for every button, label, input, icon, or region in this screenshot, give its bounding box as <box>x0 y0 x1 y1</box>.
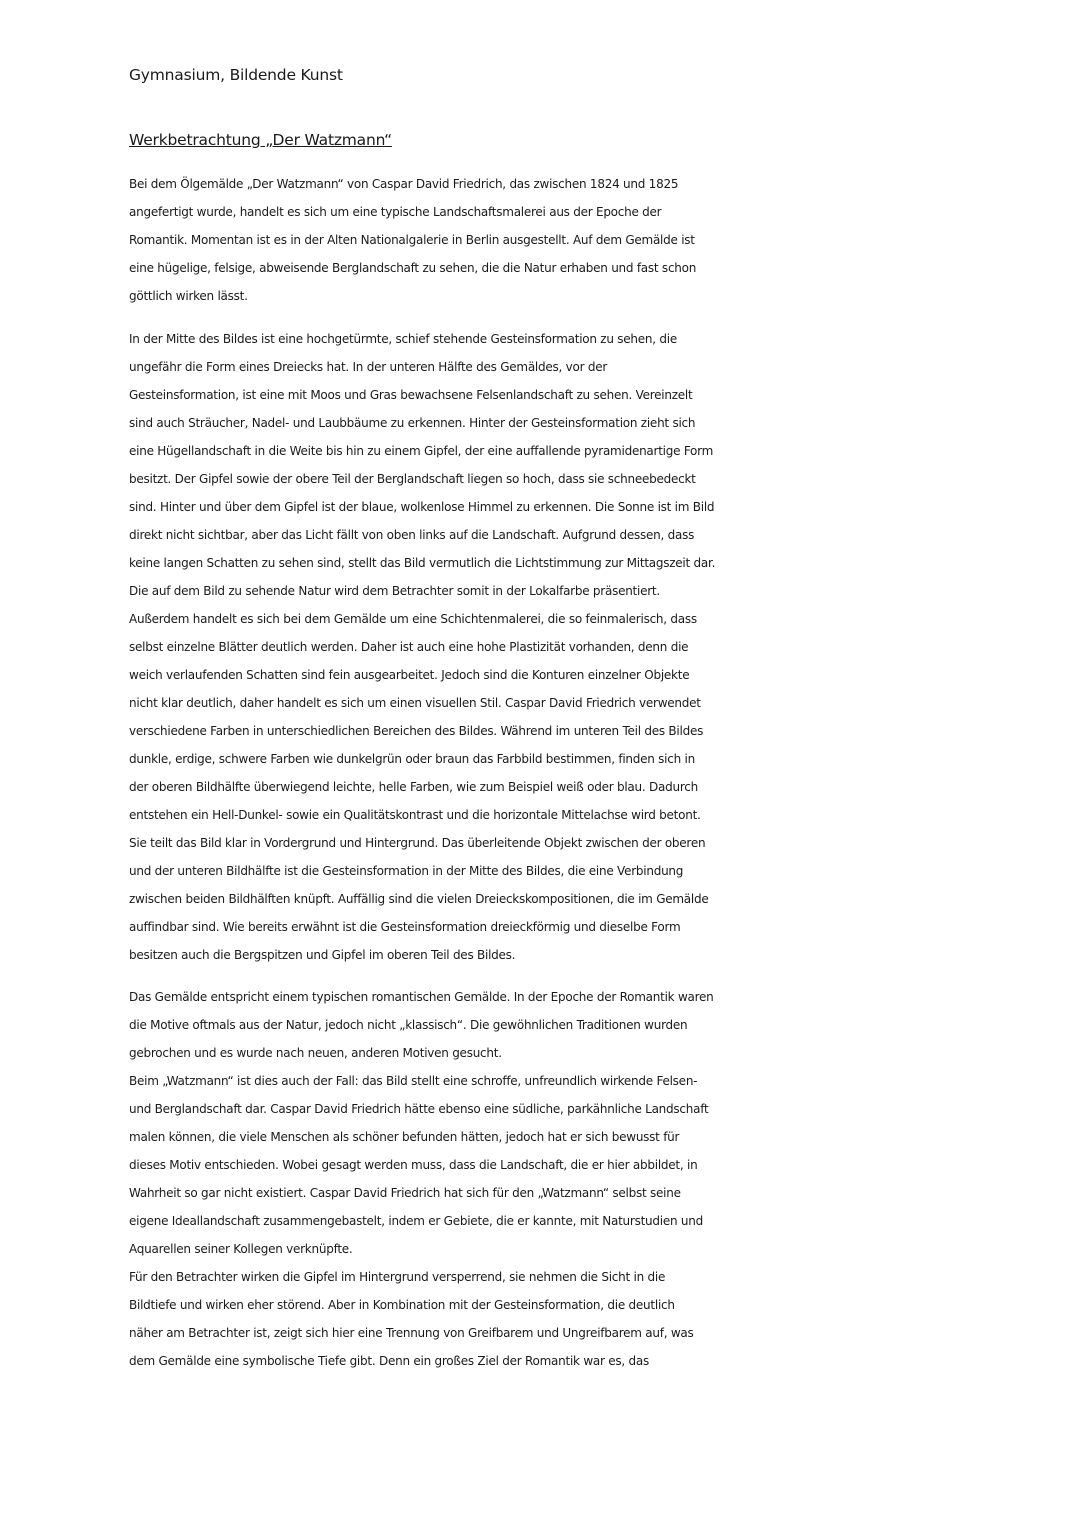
text-line: angefertigt wurde, handelt es sich um eine typische Landschaftsmalerei aus der Epoche der <box>129 205 662 219</box>
text-line: nicht klar deutlich, daher handelt es sich um einen visuellen Stil. Caspar David Friedrich verwendet <box>129 696 701 710</box>
text-line: sind. Hinter und über dem Gipfel ist der blaue, wolkenlose Himmel zu erkennen. Die Sonne ist im Bild <box>129 500 715 514</box>
text-line: und der unteren Bildhälfte ist die Gesteinsformation in der Mitte des Bildes, die eine Verbindung <box>129 864 684 878</box>
text-line: Wahrheit so gar nicht existiert. Caspar David Friedrich hat sich für den „Watzmann“ selbst seine <box>129 1186 681 1200</box>
text-line: Sie teilt das Bild klar in Vordergrund und Hintergrund. Das überleitende Objekt zwischen der oberen <box>129 836 706 850</box>
text-line: eine hügelige, felsige, abweisende Berglandschaft zu sehen, die die Natur erhaben und fast schon <box>129 261 697 275</box>
text-line: die Motive oftmals aus der Natur, jedoch nicht „klassisch“. Die gewöhnlichen Traditionen wurden <box>129 1018 688 1032</box>
paragraph-interpretation <box>129 983 959 1375</box>
text-line: dunkle, erdige, schwere Farben wie dunkelgrün oder braun das Farbbild bestimmen, finden sich in <box>129 752 695 766</box>
text-line: eigene Ideallandschaft zusammengebastelt, indem er Gebiete, die er kannte, mit Naturstudien und <box>129 1214 703 1228</box>
document-title: Werkbetrachtung „Der Watzmann“ <box>129 131 392 149</box>
text-line: Aquarellen seiner Kollegen verknüpfte. <box>129 1242 353 1256</box>
text-line: auffindbar sind. Wie bereits erwähnt ist die Gesteinsformation dreieckförmig und dieselbe Form <box>129 920 681 934</box>
text-line: Bildtiefe und wirken eher störend. Aber in Kombination mit der Gesteinsformation, die deutlich <box>129 1298 675 1312</box>
text-line: ungefähr die Form eines Dreiecks hat. In der unteren Hälfte des Gemäldes, vor der <box>129 360 608 374</box>
text-line: besitzt. Der Gipfel sowie der obere Teil der Berglandschaft liegen so hoch, dass sie schneebedeckt <box>129 472 696 486</box>
text-line: der oberen Bildhälfte überwiegend leichte, helle Farben, wie zum Beispiel weiß oder blau. Dadurch <box>129 780 698 794</box>
text-line: Romantik. Momentan ist es in der Alten Nationalgalerie in Berlin ausgestellt. Auf dem Gemälde ist <box>129 233 695 247</box>
text-line: gebrochen und es wurde nach neuen, anderen Motiven gesucht. <box>129 1046 502 1060</box>
text-line: zwischen beiden Bildhälften knüpft. Auffällig sind die vielen Dreieckskompositionen, die im Gemälde <box>129 892 709 906</box>
text-line: Beim „Watzmann“ ist dies auch der Fall: das Bild stellt eine schroffe, unfreundlich wirkende Felsen- <box>129 1074 698 1088</box>
text-line: malen können, die viele Menschen als schöner befunden hätten, jedoch hat er sich bewusst für <box>129 1130 680 1144</box>
page-header: Gymnasium, Bildende Kunst <box>129 66 343 84</box>
text-line: göttlich wirken lässt. <box>129 289 248 303</box>
text-line: eine Hügellandschaft in die Weite bis hin zu einem Gipfel, der eine auffallende pyramidenartige Form <box>129 444 714 458</box>
text-line: Das Gemälde entspricht einem typischen romantischen Gemälde. In der Epoche der Romantik waren <box>129 990 714 1004</box>
text-line: Außerdem handelt es sich bei dem Gemälde um eine Schichtenmalerei, die so feinmalerisch, dass <box>129 612 697 626</box>
text-line: In der Mitte des Bildes ist eine hochgetürmte, schief stehende Gesteinsformation zu sehen, die <box>129 332 677 346</box>
text-line: Gesteinsformation, ist eine mit Moos und Gras bewachsene Felsenlandschaft zu sehen. Vereinzelt <box>129 388 693 402</box>
paragraph-description <box>129 325 959 969</box>
text-line: besitzen auch die Bergspitzen und Gipfel im oberen Teil des Bildes. <box>129 948 516 962</box>
text-line: entstehen ein Hell-Dunkel- sowie ein Qualitätskontrast und die horizontale Mittelachse wird betont. <box>129 808 701 822</box>
text-line: sind auch Sträucher, Nadel- und Laubbäume zu erkennen. Hinter der Gesteinsformation zieht sich <box>129 416 696 430</box>
text-line: weich verlaufenden Schatten sind fein ausgearbeitet. Jedoch sind die Konturen einzelner Objekte <box>129 668 690 682</box>
text-line: keine langen Schatten zu sehen sind, stellt das Bild vermutlich die Lichtstimmung zur Mittagszeit dar. <box>129 556 716 570</box>
text-line: Die auf dem Bild zu sehende Natur wird dem Betrachter somit in der Lokalfarbe präsentiert. <box>129 584 660 598</box>
text-line: und Berglandschaft dar. Caspar David Friedrich hätte ebenso eine südliche, parkähnliche Landschaft <box>129 1102 709 1116</box>
text-line: Für den Betrachter wirken die Gipfel im Hintergrund versperrend, sie nehmen die Sicht in die <box>129 1270 666 1284</box>
text-line: dieses Motiv entschieden. Wobei gesagt werden muss, dass die Landschaft, die er hier abbildet, in <box>129 1158 698 1172</box>
text-line: selbst einzelne Blätter deutlich werden. Daher ist auch eine hohe Plastizität vorhanden, denn die <box>129 640 689 654</box>
text-line: Bei dem Ölgemälde „Der Watzmann“ von Caspar David Friedrich, das zwischen 1824 und 1825 <box>129 177 679 191</box>
paragraph-intro <box>129 170 959 310</box>
text-line: direkt nicht sichtbar, aber das Licht fällt von oben links auf die Landschaft. Aufgrund dessen, dass <box>129 528 695 542</box>
text-line: verschiedene Farben in unterschiedlichen Bereichen des Bildes. Während im unteren Teil des Bildes <box>129 724 704 738</box>
text-line: näher am Betrachter ist, zeigt sich hier eine Trennung von Greifbarem und Ungreifbarem auf, was <box>129 1326 694 1340</box>
text-line: dem Gemälde eine symbolische Tiefe gibt. Denn ein großes Ziel der Romantik war es, das <box>129 1354 649 1368</box>
